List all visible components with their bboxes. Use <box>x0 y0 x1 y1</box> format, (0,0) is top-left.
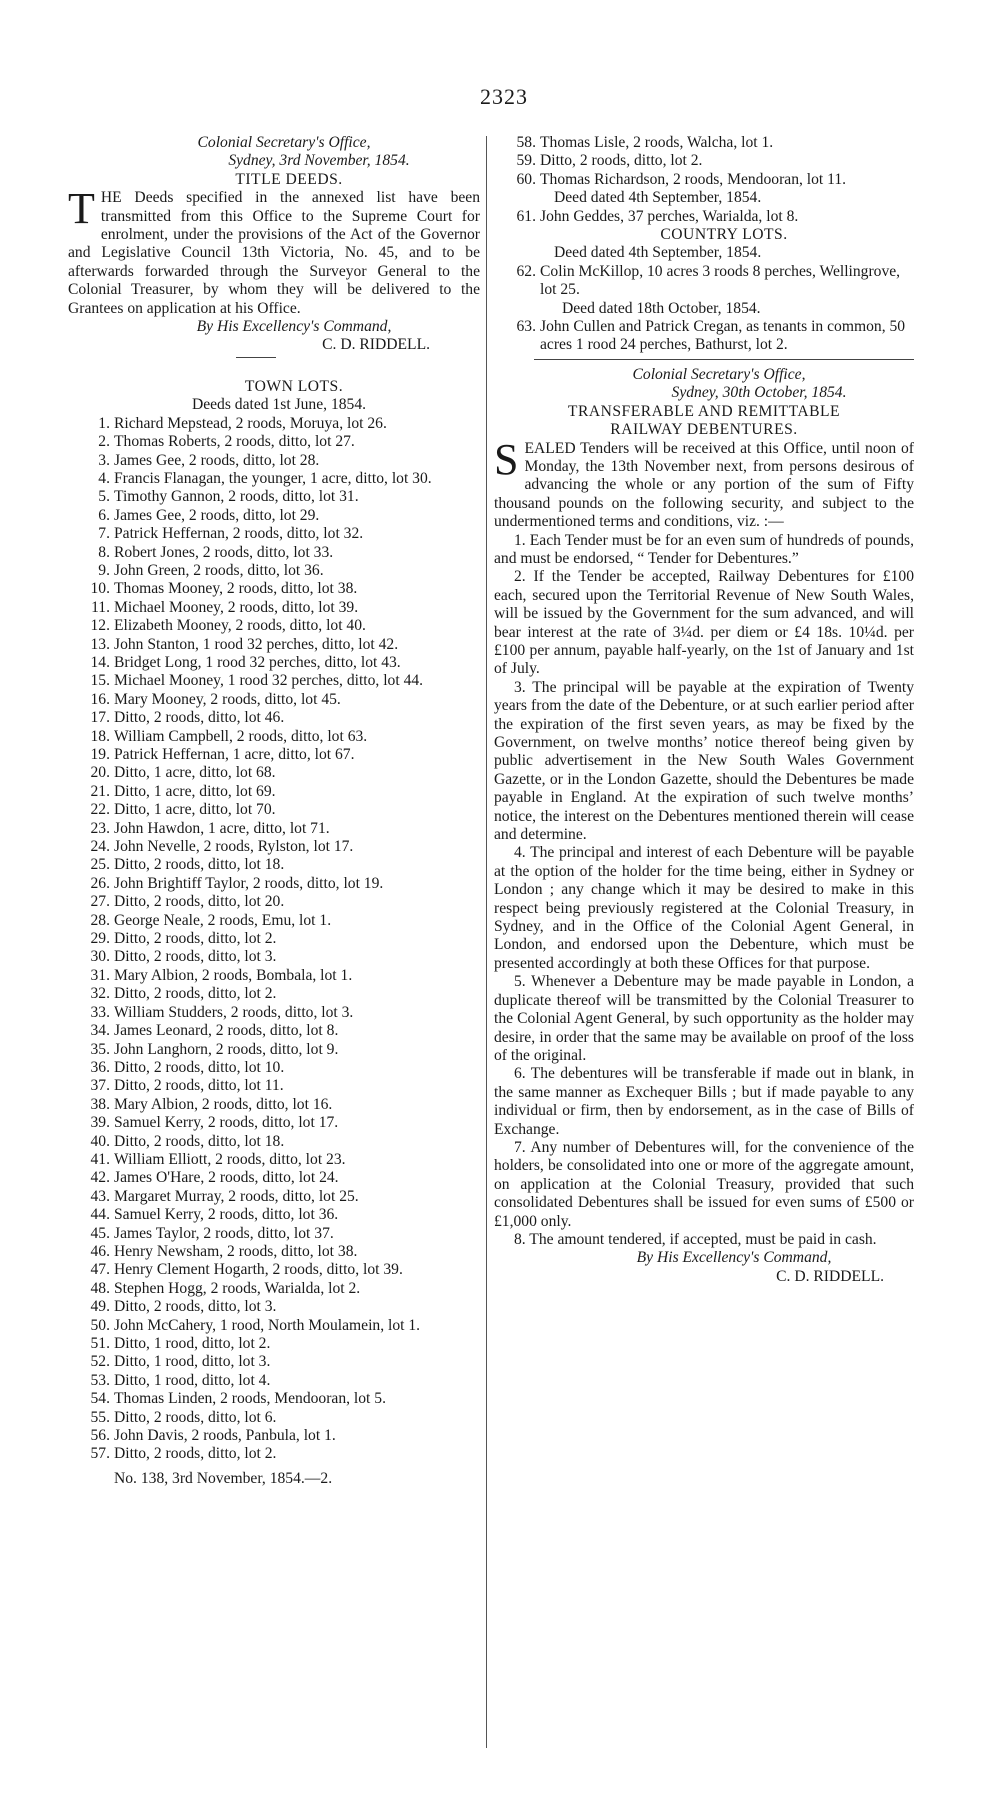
item-number: 1. <box>98 414 110 432</box>
item-number: 13. <box>90 635 110 653</box>
item-text: John Stanton, 1 rood 32 perches, ditto, lot 42. <box>114 635 399 653</box>
list-item <box>68 1133 480 1151</box>
item-text: Elizabeth Mooney, 2 roods, ditto, lot 40. <box>114 617 366 635</box>
list-item <box>68 507 480 525</box>
item-text: Henry Newsham, 2 roods, ditto, lot 38. <box>114 1242 358 1260</box>
country-lots-heading: COUNTRY LOTS. <box>660 226 788 244</box>
list-item <box>68 930 480 948</box>
item-number: 63. <box>516 318 536 336</box>
item-number: 25. <box>90 856 110 874</box>
item-number: 53. <box>90 1371 110 1389</box>
deed-date: Deed dated 4th September, 1854. <box>554 244 762 262</box>
list-item <box>68 654 480 672</box>
deed-date: Deeds dated 1st June, 1854. <box>191 396 367 414</box>
item-number: 27. <box>90 893 110 911</box>
item-text: John Cullen and Patrick Cregan, as tenants in common, 50 acres 1 rood 24 perches, Bathurst, lot 2. <box>540 318 906 354</box>
list-item <box>68 1409 480 1427</box>
item-text: Stephen Hogg, 2 roods, Warialda, lot 2. <box>114 1279 361 1297</box>
list-item <box>494 263 914 300</box>
item-number: 3. <box>98 451 110 469</box>
item-text: Ditto, 2 roods, ditto, lot 2. <box>114 930 277 948</box>
list-item <box>68 875 480 893</box>
item-number: 2. <box>98 433 110 451</box>
item-text: Ditto, 2 roods, ditto, lot 6. <box>114 1408 277 1426</box>
item-text: Ditto, 2 roods, ditto, lot 2. <box>114 985 277 1003</box>
item-number: 51. <box>90 1335 110 1352</box>
list-item <box>68 912 480 930</box>
item-text: Thomas Richardson, 2 roods, Mendooran, lot 11. <box>540 170 847 188</box>
list-item <box>68 1096 480 1114</box>
list-item <box>68 801 480 819</box>
item-number: 62. <box>516 262 536 280</box>
item-number: 55. <box>90 1408 110 1426</box>
item-text: Richard Mepstead, 2 roods, Moruya, lot 26. <box>114 414 387 432</box>
item-text: James Taylor, 2 roods, ditto, lot 37. <box>114 1224 334 1242</box>
item-number: 60. <box>516 170 536 188</box>
item-text: Bridget Long, 1 rood 32 perches, ditto, lot 43. <box>114 653 401 671</box>
item-number: 42. <box>90 1169 110 1187</box>
deed-date: Deed dated 4th September, 1854. <box>554 189 762 207</box>
item-number: 22. <box>90 801 110 819</box>
list-item <box>68 1059 480 1077</box>
item-text: Samuel Kerry, 2 roods, ditto, lot 17. <box>114 1114 339 1132</box>
item-text: Ditto, 1 rood, ditto, lot 2. <box>114 1335 271 1352</box>
item-text: Ditto, 1 acre, ditto, lot 69. <box>114 782 276 800</box>
item-number: 6. <box>98 506 110 524</box>
item-text: George Neale, 2 roods, Emu, lot 1. <box>114 911 332 929</box>
list-item <box>68 1206 480 1224</box>
item-number: 28. <box>90 911 110 929</box>
list-item <box>68 1298 480 1316</box>
item-text: Ditto, 2 roods, ditto, lot 11. <box>114 1077 284 1095</box>
item-text: Margaret Murray, 2 roods, ditto, lot 25. <box>114 1187 359 1205</box>
list-item <box>68 1335 480 1353</box>
condition-paragraph: 8. The amount tendered, if accepted, must be paid in cash. <box>514 1230 877 1248</box>
item-number: 14. <box>90 653 110 671</box>
column-divider <box>486 136 487 1748</box>
item-number: 46. <box>90 1242 110 1260</box>
item-text: Patrick Heffernan, 1 acre, ditto, lot 67. <box>114 746 355 763</box>
condition-paragraph: 6. The debentures will be transferable if made out in blank, in the same manner as Exchequer Bills ; but if made payable to any individual or firm, then by endorsement, as in the case of Bills of Exchange. <box>494 1065 914 1138</box>
item-text: James O'Hare, 2 roods, ditto, lot 24. <box>114 1169 339 1187</box>
item-text: Thomas Linden, 2 roods, Mendooran, lot 5. <box>114 1390 386 1408</box>
item-number: 15. <box>90 672 110 690</box>
item-number: 5. <box>98 488 110 506</box>
list-item <box>68 1372 480 1390</box>
deed-date: Deed dated 18th October, 1854. <box>562 299 761 317</box>
signature: C. D. RIDDELL. <box>776 1267 884 1285</box>
list-item <box>68 728 480 746</box>
railway-heading: TRANSFERABLE AND REMITTABLE <box>567 402 841 420</box>
list-item <box>68 636 480 654</box>
item-text: John Nevelle, 2 roods, Rylston, lot 17. <box>114 838 354 856</box>
item-text: Michael Mooney, 2 roods, ditto, lot 39. <box>114 598 359 616</box>
item-text: Ditto, 2 roods, ditto, lot 2. <box>540 152 703 170</box>
list-item <box>68 415 480 433</box>
list-item <box>68 1390 480 1408</box>
item-text: Michael Mooney, 1 rood 32 perches, ditto, lot 44. <box>114 672 424 690</box>
date-line: Sydney, 3rd November, 1854. <box>228 152 410 170</box>
item-text: Thomas Roberts, 2 roods, ditto, lot 27. <box>114 433 355 451</box>
item-text: Francis Flanagan, the younger, 1 acre, ditto, lot 30. <box>114 469 432 487</box>
section-divider <box>534 359 914 360</box>
item-text: Ditto, 2 roods, ditto, lot 2. <box>114 1445 277 1463</box>
town-lots-list <box>68 415 480 1464</box>
item-number: 49. <box>90 1298 110 1316</box>
item-text: Ditto, 2 roods, ditto, lot 18. <box>114 1132 285 1150</box>
list-item <box>68 1151 480 1169</box>
item-number: 17. <box>90 709 110 727</box>
list-item <box>68 580 480 598</box>
list-item <box>68 1022 480 1040</box>
item-number: 7. <box>98 525 110 543</box>
list-item <box>68 1261 480 1279</box>
list-item <box>68 1169 480 1187</box>
item-text: John Davis, 2 roods, Panbula, lot 1. <box>114 1427 336 1445</box>
item-number: 9. <box>98 561 110 579</box>
item-number: 33. <box>90 1003 110 1021</box>
item-text: John McCahery, 1 rood, North Moulamein, lot 1. <box>114 1316 421 1334</box>
item-number: 4. <box>98 469 110 487</box>
list-item <box>68 691 480 709</box>
list-item <box>68 746 480 764</box>
item-text: John Green, 2 roods, ditto, lot 36. <box>114 561 324 579</box>
item-number: 43. <box>90 1187 110 1205</box>
title-deeds-notice <box>68 184 480 318</box>
item-number: 26. <box>90 874 110 892</box>
item-text: Thomas Lisle, 2 roods, Walcha, lot 1. <box>540 134 774 151</box>
drop-cap: S <box>494 434 519 484</box>
item-text: John Langhorn, 2 roods, ditto, lot 9. <box>114 1040 339 1058</box>
list-item <box>494 318 914 355</box>
item-text: Ditto, 1 acre, ditto, lot 68. <box>114 764 276 782</box>
office-line: Colonial Secretary's Office, <box>197 134 371 151</box>
item-text: Colin McKillop, 10 acres 3 roods 8 perches, Wellingrove, lot 25. <box>540 262 901 299</box>
item-number: 30. <box>90 948 110 966</box>
list-item <box>68 562 480 580</box>
item-number: 10. <box>90 580 110 598</box>
item-number: 36. <box>90 1058 110 1076</box>
condition-paragraph: 7. Any number of Debentures will, for the convenience of the holders, be consolidated into one or more of the aggregate amount, on application at the Colonial Treasury, provided that such consolidated Debentures shall be issued for even sums of £500 or £1,000 only. <box>494 1138 914 1230</box>
list-item <box>68 783 480 801</box>
item-number: 50. <box>90 1316 110 1334</box>
list-item <box>68 1280 480 1298</box>
list-item <box>494 134 914 152</box>
drop-cap: T <box>68 184 95 234</box>
item-text: Ditto, 1 rood, ditto, lot 4. <box>114 1371 271 1389</box>
item-number: 52. <box>90 1353 110 1371</box>
condition-paragraph: 1. Each Tender must be for an even sum of hundreds of pounds, and must be endorsed, “ Tender for Debentures.” <box>494 531 914 567</box>
list-item <box>68 1317 480 1335</box>
list-item <box>68 985 480 1003</box>
list-item <box>68 544 480 562</box>
list-item <box>68 764 480 782</box>
list-item <box>68 1114 480 1132</box>
intro-text: EALED Tenders will be received at this Office, until noon of Monday, the 13th November next, from persons desirous of advancing the whole or any portion of the sum of Fifty thousand pounds on the following security, and subject to the undermentioned terms and conditions, viz. :— <box>494 439 914 531</box>
item-text: Ditto, 2 roods, ditto, lot 10. <box>114 1058 285 1076</box>
list-item <box>68 856 480 874</box>
item-number: 38. <box>90 1095 110 1113</box>
list-item <box>68 433 480 451</box>
item-text: Ditto, 2 roods, ditto, lot 3. <box>114 1298 277 1316</box>
item-text: William Elliott, 2 roods, ditto, lot 23. <box>114 1150 346 1168</box>
item-number: 41. <box>90 1150 110 1168</box>
item-text: William Studders, 2 roods, ditto, lot 3. <box>114 1003 354 1021</box>
item-number: 61. <box>516 207 536 225</box>
list-item <box>68 1445 480 1463</box>
town-lots-heading: TOWN LOTS. <box>244 377 344 395</box>
list-item <box>68 893 480 911</box>
item-text: William Campbell, 2 roods, ditto, lot 63. <box>114 727 368 745</box>
command-line: By His Excellency's Command, <box>196 318 392 336</box>
item-text: Patrick Heffernan, 2 roods, ditto, lot 32. <box>114 525 364 543</box>
item-text: Robert Jones, 2 roods, ditto, lot 33. <box>114 543 334 561</box>
item-text: James Gee, 2 roods, ditto, lot 28. <box>114 451 320 469</box>
item-number: 54. <box>90 1390 110 1408</box>
item-number: 57. <box>90 1445 110 1463</box>
item-text: John Brightiff Taylor, 2 roods, ditto, lot 19. <box>114 874 384 892</box>
list-item <box>494 152 914 170</box>
item-text: Timothy Gannon, 2 roods, ditto, lot 31. <box>114 488 359 506</box>
title-deeds-heading: TITLE DEEDS. <box>235 170 343 188</box>
item-number: 40. <box>90 1132 110 1150</box>
list-item <box>68 617 480 635</box>
list-item <box>68 1004 480 1022</box>
item-text: John Geddes, 37 perches, Warialda, lot 8. <box>540 207 799 225</box>
item-text: John Hawdon, 1 acre, ditto, lot 71. <box>114 819 330 837</box>
left-column <box>68 134 480 1488</box>
item-text: Mary Albion, 2 roods, Bombala, lot 1. <box>114 966 353 984</box>
notice-body: HE Deeds specified in the annexed list have been transmitted from this Office to the Supreme Court for enrolment, under the provisions of the Act of the Governor and Legislative Council 13th Victoria, No. 45, and to be afterwards forwarded through the Surveyor General to the Colonial Treasurer, by whom they will be delivered to the Grantees on application at his Office. <box>68 189 480 317</box>
command-line: By His Excellency's Command, <box>636 1249 832 1267</box>
list-item <box>68 672 480 690</box>
town-lots-list-continued <box>494 134 914 189</box>
item-number: 20. <box>90 764 110 782</box>
item-number: 59. <box>516 152 536 170</box>
list-item <box>68 470 480 488</box>
item-text: Mary Mooney, 2 roods, ditto, lot 45. <box>114 690 341 708</box>
item-number: 29. <box>90 930 110 948</box>
item-number: 39. <box>90 1114 110 1132</box>
item-text: Samuel Kerry, 2 roods, ditto, lot 36. <box>114 1206 339 1224</box>
page-number: 2323 <box>480 84 528 109</box>
railway-intro <box>494 434 914 532</box>
conditions-list <box>494 532 914 1250</box>
item-text: Ditto, 1 rood, ditto, lot 3. <box>114 1353 271 1371</box>
list-item <box>494 171 914 189</box>
item-text: Thomas Mooney, 2 roods, ditto, lot 38. <box>114 580 358 598</box>
list-item <box>68 525 480 543</box>
item-number: 23. <box>90 819 110 837</box>
condition-paragraph: 3. The principal will be payable at the expiration of Twenty years from the date of the Debenture, or at such earlier period after the expiration of the first seven years, as may be fixed by the Government, on twelve months’ notice thereof being given by public advertisement in the New South Wales Government Gazette, or in the London Gazette, should the Debentures be made payable in England. At the expiration of such twelve months’ notice, the interest on the Debentures mentioned therein will cease and determine. <box>494 678 914 844</box>
list-item <box>68 1243 480 1261</box>
list-item <box>68 948 480 966</box>
item-text: James Gee, 2 roods, ditto, lot 29. <box>114 506 320 524</box>
item-number: 11. <box>91 598 110 616</box>
list-item <box>68 1225 480 1243</box>
item-number: 24. <box>90 838 110 856</box>
item-number: 32. <box>90 985 110 1003</box>
list-item <box>68 599 480 617</box>
list-item <box>68 967 480 985</box>
railway-subheading: RAILWAY DEBENTURES. <box>610 421 798 439</box>
list-item <box>68 1077 480 1095</box>
list-item <box>68 452 480 470</box>
condition-paragraph: 4. The principal and interest of each Debenture will be payable at the option of the holder for the time being, either in Sydney or London ; any change which it may be desired to make in this respect being previously registered at the Colonial Treasury, in Sydney, and in the Office of the Colonial Agent General, in London, and endorsed upon the Debenture, which must be presented accordingly at both these Offices for that purpose. <box>494 844 914 972</box>
item-number: 45. <box>90 1224 110 1242</box>
item-number: 47. <box>90 1261 110 1279</box>
item-number: 31. <box>90 966 110 984</box>
item-number: 16. <box>90 690 110 708</box>
item-number: 58. <box>516 134 536 151</box>
item-text: Ditto, 2 roods, ditto, lot 46. <box>114 709 285 727</box>
date-line: Sydney, 30th October, 1854. <box>671 384 847 402</box>
list-item <box>68 709 480 727</box>
list-item <box>68 1041 480 1059</box>
list-item <box>68 820 480 838</box>
page-footer: No. 138, 3rd November, 1854.—2. <box>114 1469 333 1487</box>
item-number: 8. <box>98 543 110 561</box>
item-number: 35. <box>90 1040 110 1058</box>
item-text: Henry Clement Hogarth, 2 roods, ditto, lot 39. <box>114 1261 403 1279</box>
right-column <box>494 134 914 1286</box>
office-line: Colonial Secretary's Office, <box>632 365 806 383</box>
item-number: 56. <box>90 1427 110 1445</box>
list-item <box>68 1188 480 1206</box>
list-item <box>68 1427 480 1445</box>
item-number: 21. <box>90 782 110 800</box>
item-number: 12. <box>90 617 110 635</box>
list-item <box>68 838 480 856</box>
item-number: 19. <box>90 746 110 763</box>
condition-paragraph: 5. Whenever a Debenture may be made payable in London, a duplicate thereof will be transmitted by the Colonial Treasurer to the Colonial Agent General, by such opportunity as the holder may desire, in order that the same may be available on proof of the loss of the original. <box>494 973 914 1064</box>
item-number: 37. <box>90 1077 110 1095</box>
item-text: Ditto, 2 roods, ditto, lot 18. <box>114 856 285 874</box>
item-number: 44. <box>90 1206 110 1224</box>
signature: C. D. RIDDELL. <box>322 336 430 354</box>
list-item <box>494 208 914 226</box>
item-number: 48. <box>90 1279 110 1297</box>
condition-paragraph: 2. If the Tender be accepted, Railway Debentures for £100 each, secured upon the Territorial Revenue of New South Wales, will be issued by the Government for the sum advanced, and will bear interest at the rate of 3¼d. per diem or £4 18s. 10¼d. per £100 per annum, payable half-yearly, on the 1st of January and 1st of July. <box>494 568 914 678</box>
item-text: James Leonard, 2 roods, ditto, lot 8. <box>114 1022 339 1040</box>
item-number: 34. <box>90 1022 110 1040</box>
list-item <box>68 488 480 506</box>
item-text: Ditto, 2 roods, ditto, lot 20. <box>114 893 285 911</box>
item-number: 18. <box>90 727 110 745</box>
list-item <box>68 1353 480 1371</box>
item-text: Mary Albion, 2 roods, ditto, lot 16. <box>114 1095 333 1113</box>
item-text: Ditto, 2 roods, ditto, lot 3. <box>114 948 277 966</box>
item-text: Ditto, 1 acre, ditto, lot 70. <box>114 801 276 819</box>
